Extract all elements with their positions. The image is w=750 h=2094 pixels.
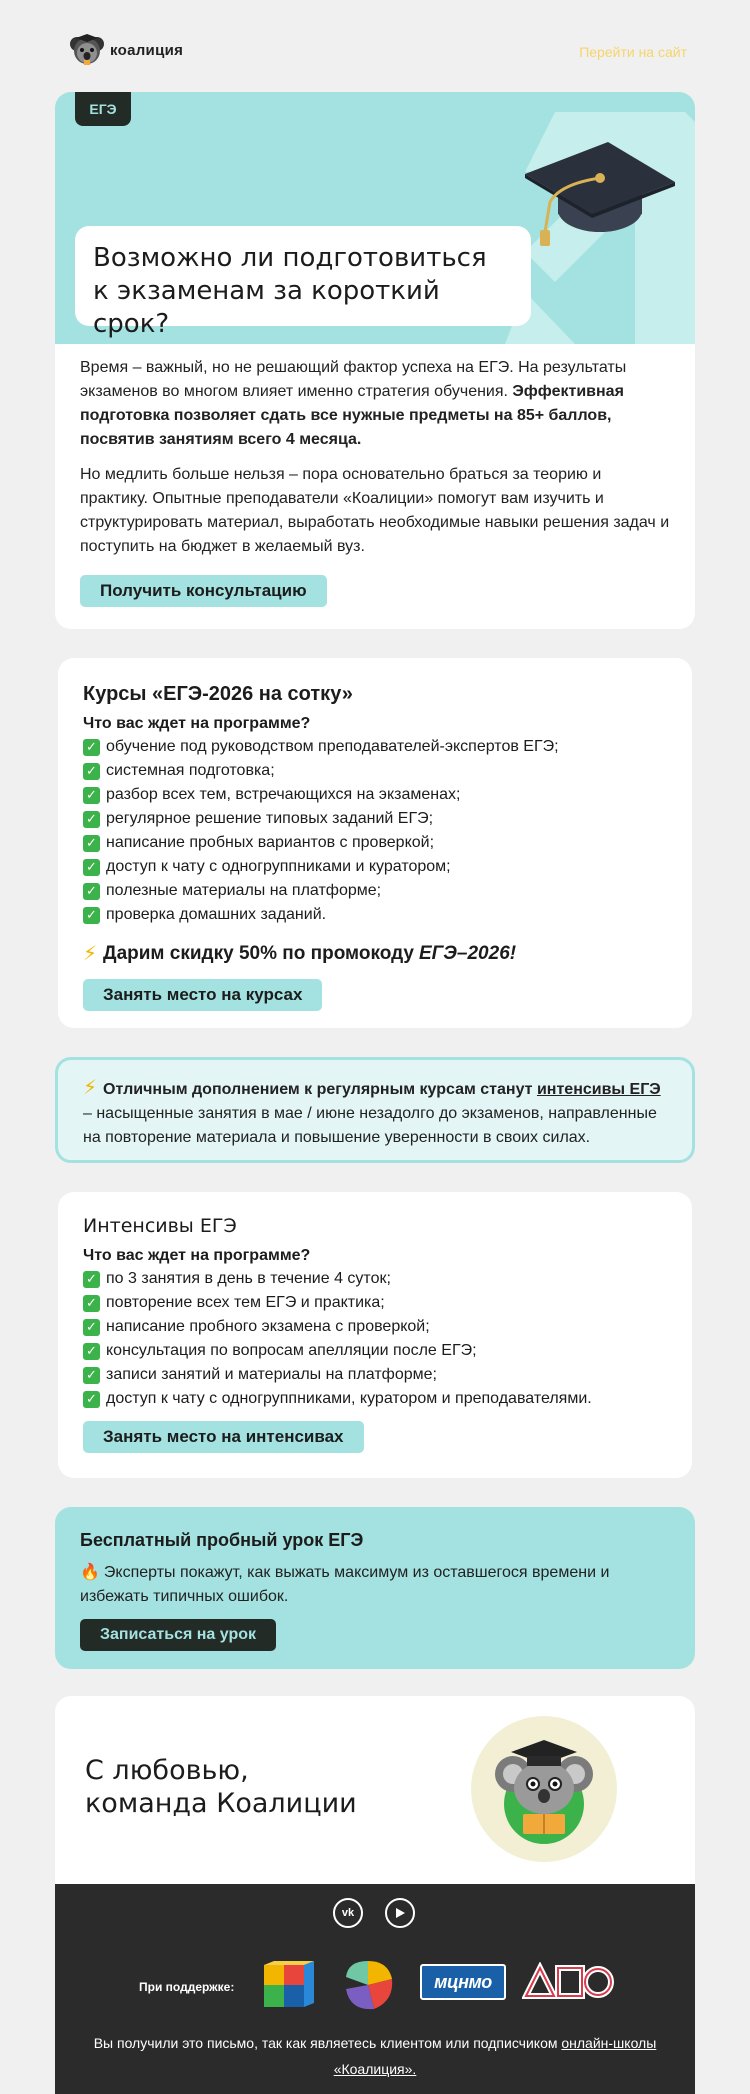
list-item (83, 903, 667, 927)
list-item-text: обучение под руководством преподавателей-экспертов ЕГЭ; (106, 738, 559, 755)
addition-callout (55, 1057, 695, 1163)
youtube-icon[interactable] (385, 1898, 415, 1928)
intro-card (55, 344, 695, 629)
intensive-subtitle: Что вас ждет на программе? (83, 1247, 311, 1264)
fire-icon: 🔥 (80, 1564, 100, 1581)
list-item (83, 1315, 667, 1339)
hero-title (75, 226, 531, 339)
list-item-text: повторение всех тем ЕГЭ и практика; (106, 1294, 385, 1311)
hero-title-line2: к экзаменам за короткий срок? (93, 276, 440, 339)
footer-note (55, 2030, 695, 2082)
signoff-card (55, 1696, 695, 1884)
trial-signup-button[interactable]: Записаться на урок (80, 1619, 276, 1651)
vk-label: vk (341, 1907, 355, 1919)
check-icon: ✓ (83, 1319, 100, 1336)
join-intensives-button[interactable]: Занять место на интенсивах (83, 1421, 364, 1453)
trial-lesson-card (55, 1507, 695, 1669)
koala-mascot-icon (471, 1716, 617, 1862)
courses-list (83, 735, 667, 927)
list-item-text: консультация по вопросам апелляции после ЕГЭ; (106, 1342, 477, 1359)
list-item-text: написание пробного экзамена с проверкой; (106, 1318, 430, 1335)
list-item-text: полезные материалы на платформе; (106, 882, 382, 899)
courses-subtitle: Что вас ждет на программе? (83, 715, 311, 732)
vk-icon[interactable] (333, 1898, 363, 1928)
courses-card (58, 658, 692, 1028)
list-item-text: регулярное решение типовых заданий ЕГЭ; (106, 810, 434, 827)
school-link[interactable]: онлайн-школы «Коалиция». (333, 2035, 657, 2077)
addition-rest-text: – насыщенные занятия в мае / июне незадолго до экзаменов, направленные на повторение материала и повышение уверенности в своих силах. (83, 1105, 657, 1146)
logo-text: коалиция (110, 41, 184, 59)
support-label: При поддержке: (139, 1980, 235, 1994)
check-icon: ✓ (83, 1271, 100, 1288)
list-item (83, 1363, 667, 1387)
intro-bold-text: Эффективная подготовка позволяет сдать все нужные предметы на 85+ баллов, посвятив занятиям всего 4 месяца. (80, 383, 624, 448)
check-icon: ✓ (83, 1295, 100, 1312)
email-footer (55, 1884, 695, 2094)
list-item (83, 1267, 667, 1291)
list-item-text: доступ к чату с одногруппниками и куратором; (106, 858, 451, 875)
email-header (55, 0, 695, 92)
intensive-title: Интенсивы ЕГЭ (83, 1215, 237, 1237)
intro-paragraph-1 (80, 356, 670, 452)
check-icon: ✓ (83, 883, 100, 900)
check-icon: ✓ (83, 1343, 100, 1360)
koalition-logo[interactable] (70, 34, 183, 66)
check-icon: ✓ (83, 739, 100, 756)
intensive-list (83, 1267, 667, 1411)
promo-line (83, 941, 667, 967)
hero-title-line1: Возможно ли подготовиться (93, 243, 487, 273)
intensive-card (58, 1192, 692, 1478)
check-icon: ✓ (83, 907, 100, 924)
check-icon: ✓ (83, 859, 100, 876)
signoff-text (85, 1754, 357, 1820)
check-icon: ✓ (83, 1391, 100, 1408)
partner-flower-logo (340, 1957, 396, 2013)
partner-mcnmo-logo: мцнмо (420, 1964, 506, 2000)
list-item (83, 759, 667, 783)
intro-paragraph-2: Но медлить больше нельзя – пора основательно браться за теорию и практику. Опытные преподаватели «Коалиции» помогут вам изучить и структурировать материал, выработать необходимые навыки решения задач и поступить на бюджет в желаемый вуз. (80, 466, 670, 555)
addition-bold-text: Отличным дополнением к регулярным курсам станут (103, 1081, 537, 1098)
list-item (83, 855, 667, 879)
intensives-link[interactable]: интенсивы ЕГЭ (536, 1081, 661, 1098)
lightning-icon: ⚡ (83, 943, 98, 965)
partner-cube-logo (260, 1959, 318, 2013)
list-item (83, 879, 667, 903)
check-icon: ✓ (83, 835, 100, 852)
list-item-text: записи занятий и материалы на платформе; (106, 1366, 437, 1383)
promo-text: Дарим скидку 50% по промокоду (103, 943, 414, 964)
list-item (83, 1339, 667, 1363)
footer-note-text: Вы получили это письмо, так как являетесь клиентом или подписчиком (93, 2035, 562, 2051)
promo-code: ЕГЭ–2026! (418, 943, 517, 964)
trial-text (80, 1561, 670, 1609)
intro-text: Время – важный, но не решающий фактор успеха на ЕГЭ. На результаты экзаменов во многом влияет именно стратегия обучения. (80, 359, 627, 400)
goto-site-link[interactable]: Перейти на сайт (579, 44, 687, 60)
hero-banner (55, 92, 695, 344)
play-icon (393, 1907, 407, 1919)
list-item (83, 807, 667, 831)
addition-text (83, 1076, 667, 1150)
trial-title: Бесплатный пробный урок ЕГЭ (80, 1530, 364, 1550)
list-item-text: разбор всех тем, встречающихся на экзаменах; (106, 786, 461, 803)
check-icon: ✓ (83, 787, 100, 804)
graduation-cap-icon (520, 132, 680, 252)
check-icon: ✓ (83, 763, 100, 780)
list-item (83, 783, 667, 807)
list-item-text: по 3 занятия в день в течение 4 суток; (106, 1270, 391, 1287)
ege-badge: ЕГЭ (75, 92, 131, 126)
consultation-button[interactable]: Получить консультацию (80, 575, 327, 607)
list-item (83, 831, 667, 855)
signoff-line2: команда Коалиции (85, 1788, 357, 1819)
signoff-line1: С любовью, (85, 1755, 249, 1786)
check-icon: ✓ (83, 1367, 100, 1384)
list-item-text: доступ к чату с одногруппниками, куратором и преподавателями. (106, 1390, 592, 1407)
courses-title: Курсы «ЕГЭ-2026 на сотку» (83, 683, 353, 705)
list-item (83, 1291, 667, 1315)
join-courses-button[interactable]: Занять место на курсах (83, 979, 322, 1011)
koala-mascot (471, 1716, 617, 1862)
lightning-icon: ⚡ (83, 1077, 98, 1099)
list-item (83, 1387, 667, 1411)
list-item-text: проверка домашних заданий. (106, 906, 327, 923)
partner-dpo-logo (522, 1962, 616, 2002)
list-item-text: написание пробных вариантов с проверкой; (106, 834, 435, 851)
list-item-text: системная подготовка; (106, 762, 275, 779)
list-item (83, 735, 667, 759)
trial-description: Эксперты покажут, как выжать максимум из оставшегося времени и избежать типичных ошибок. (80, 1564, 610, 1605)
koala-logo-icon (70, 34, 104, 66)
check-icon: ✓ (83, 811, 100, 828)
